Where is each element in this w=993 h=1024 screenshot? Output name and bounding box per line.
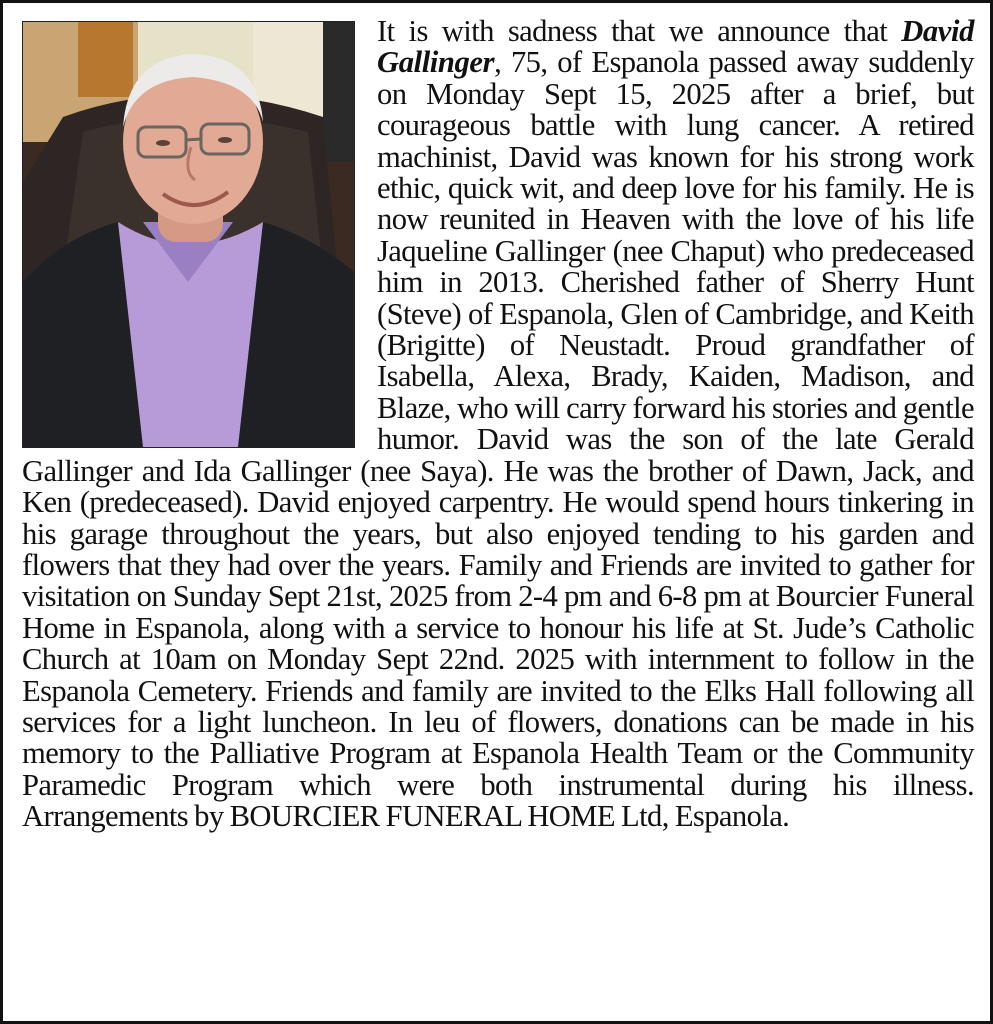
deceased-name: David Gallinger — [377, 14, 974, 80]
portrait-photo — [22, 21, 355, 448]
obituary-body: , 75, of Espanola passed away suddenly on Monday Sept 15, 2025 after a brief, but courageous battle with lung cancer. A retired machinist, David was known for his strong work ethic, quick wit, and deep love for his family. He is now reunited in Heaven with the love of his life Jaqueline Gallinger (nee Chaput) who predeceased him in 2013. Cherished father of Sherry Hunt (Steve) of Espanola, Glen of Cambridge, and Keith (Brigitte) of Neustadt. Proud grandfather of Isabella, Alexa, Brady, Kaiden, Madison, and Blaze, who will carry forward his stories and gentle humor. David was the son of the late Gerald Gallinger and Ida Gallinger (nee Saya). He was the brother of Dawn, Jack, and Ken (predeceased). David enjoyed carpentry. He would spend hours tinkering in his garage throughout the years, but also enjoyed tending to his garden and flowers that they had over the years. Family and Friends are invited to gather for visitation on Sunday Sept 21st, 2025 from 2-4 pm and 6-8 pm at Bourcier Funeral Home in Espanola, along with a service to honour his life at St. Jude’s Catholic Church at 10am on Monday Sept 22nd. 2025 with internment to follow in the Espanola Cemetery. Friends and family are invited to the Elks Hall following all services for a light luncheon. In leu of flowers, donations can be made in his memory to the Palliative Program at Espanola Health Team or the Community Paramedic Program which were both instrumental during his illness. Arrangements by BOURCIER FUNERAL HOME Ltd, Espanola. — [22, 45, 974, 834]
portrait-illustration — [23, 22, 354, 447]
intro-text: It is with sadness that we announce that — [377, 14, 888, 48]
